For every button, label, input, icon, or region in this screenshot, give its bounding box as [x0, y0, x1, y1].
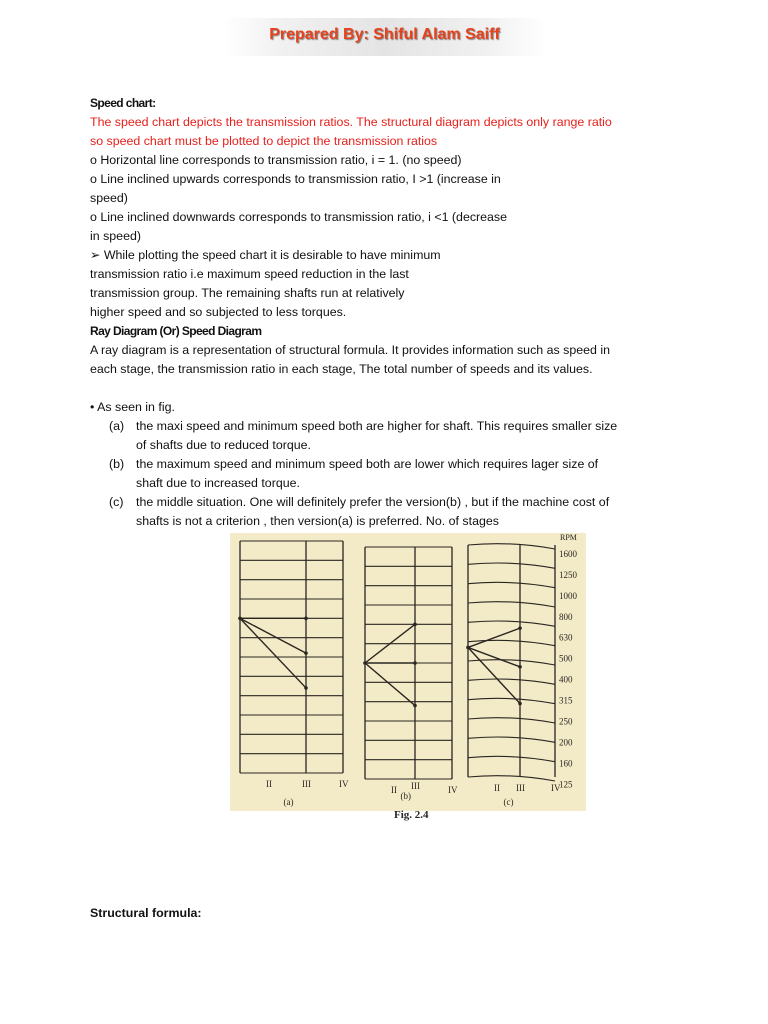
list-item-line: shaft due to increased torque. [136, 476, 300, 490]
speed-chart-text-line: transmission group. The remaining shafts run at relatively [90, 286, 405, 300]
ray-node [466, 646, 470, 650]
list-item-line: shafts is not a criterion , then version(a) is preferred. No. of stages [136, 514, 499, 528]
grid-line [468, 621, 555, 626]
header-banner [222, 18, 547, 56]
list-item [109, 455, 690, 493]
rpm-tick-label: 800 [559, 611, 573, 622]
ray-line [468, 647, 520, 666]
ray-line [468, 647, 520, 703]
shaft-label: IV [448, 785, 458, 795]
panel-label: (b) [400, 791, 411, 801]
list-item-line: of shafts due to reduced torque. [136, 438, 311, 452]
structural-formula-heading: Structural formula: [90, 906, 202, 920]
grid-line [468, 582, 555, 587]
version-list [90, 417, 690, 531]
list-item [109, 493, 690, 531]
list-item-line: the middle situation. One will definitely prefer the version(b) , but if the machine cost of [136, 495, 610, 509]
document-body [90, 94, 690, 531]
speed-chart-text-line: o Line inclined downwards corresponds to transmission ratio, i <1 (decrease [90, 210, 508, 224]
list-item [109, 417, 690, 455]
shaft-label: IV [551, 783, 561, 793]
ray-diagram-para-line-1: A ray diagram is a representation of structural formula. It provides information such as speed in [90, 343, 610, 357]
speed-chart-intro-line-2: so speed chart must be plotted to depict the transmission ratios [90, 134, 438, 148]
rpm-tick-label: 1000 [559, 590, 577, 601]
shaft-label: II [494, 783, 500, 793]
shaft-label: III [516, 783, 525, 793]
bullet-as-seen: • As seen in fig. [90, 400, 175, 414]
ray-line [365, 663, 415, 706]
ray-node [413, 661, 417, 665]
speed-chart-heading: Speed chart: [90, 96, 156, 110]
shaft-label: III [302, 779, 311, 789]
rpm-label: RPM [560, 533, 577, 542]
list-item-line: the maxi speed and minimum speed both are higher for shaft. This requires smaller size [136, 419, 618, 433]
speed-chart-text-line: ➢ While plotting the speed chart it is desirable to have minimum [90, 248, 441, 262]
ray-line [468, 628, 520, 647]
rpm-tick-label: 315 [559, 695, 573, 706]
ray-diagram-figure [230, 533, 586, 821]
ray-node [518, 702, 522, 706]
ray-line [240, 618, 306, 688]
rpm-tick-label: 125 [559, 779, 573, 790]
grid-line [468, 679, 555, 684]
shaft-label: II [391, 785, 397, 795]
rpm-tick-label: 1600 [559, 549, 577, 559]
ray-node [304, 651, 308, 655]
grid-line [468, 698, 555, 703]
panel-label: (a) [283, 797, 294, 807]
rpm-tick-label: 1250 [559, 569, 577, 580]
ray-node [238, 617, 242, 621]
ray-node [413, 623, 417, 627]
ray-diagram-para-line-2: each stage, the transmission ratio in each stage, The total number of speeds and its values. [90, 362, 593, 376]
ray-diagram-heading: Ray Diagram (Or) Speed Diagram [90, 324, 262, 338]
rpm-tick-label: 630 [559, 632, 573, 643]
shaft-label: IV [339, 779, 349, 789]
grid-line [468, 776, 555, 781]
list-marker: (b) [109, 457, 125, 471]
grid-line [468, 718, 555, 723]
rpm-tick-label: 250 [559, 716, 573, 727]
rpm-tick-label: 160 [559, 758, 573, 769]
speed-chart-text-line: o Horizontal line corresponds to transmission ratio, i = 1. (no speed) [90, 153, 462, 167]
speed-chart-text-line: transmission ratio i.e maximum speed reduction in the last [90, 267, 409, 281]
document-author-title: Prepared By: Shiful Alam Saiff [269, 26, 500, 43]
speed-chart-intro-line-1: The speed chart depicts the transmission ratios. The structural diagram depicts only range ratio [90, 115, 612, 129]
speed-chart-text-line: o Line inclined upwards corresponds to transmission ratio, I >1 (increase in [90, 172, 501, 186]
ray-node [363, 661, 367, 665]
ray-line [240, 618, 306, 653]
rpm-tick-label: 500 [559, 653, 573, 664]
speed-chart-text-line: speed) [90, 191, 128, 205]
grid-line [468, 756, 555, 761]
grid-line [468, 737, 555, 742]
figure-caption: Fig. 2.4 [394, 809, 429, 821]
list-marker: (c) [109, 495, 124, 509]
panel-label: (c) [503, 797, 514, 807]
grid-line [468, 602, 555, 607]
rpm-tick-label: 200 [559, 737, 573, 748]
ray-node [304, 617, 308, 621]
ray-node [304, 686, 308, 690]
shaft-label: III [411, 781, 420, 791]
grid-line [468, 544, 555, 549]
list-item-line: the maximum speed and minimum speed both are lower which requires lager size of [136, 457, 599, 471]
ray-node [413, 704, 417, 708]
rpm-tick-label: 400 [559, 674, 573, 685]
ray-node [518, 626, 522, 630]
speed-chart-text-line: higher speed and so subjected to less torques. [90, 305, 347, 319]
list-marker: (a) [109, 419, 125, 433]
shaft-label: II [266, 779, 272, 789]
speed-chart-text-line: in speed) [90, 229, 141, 243]
ray-node [518, 665, 522, 669]
ray-diagram-figure-svg [230, 533, 586, 821]
grid-line [468, 563, 555, 568]
